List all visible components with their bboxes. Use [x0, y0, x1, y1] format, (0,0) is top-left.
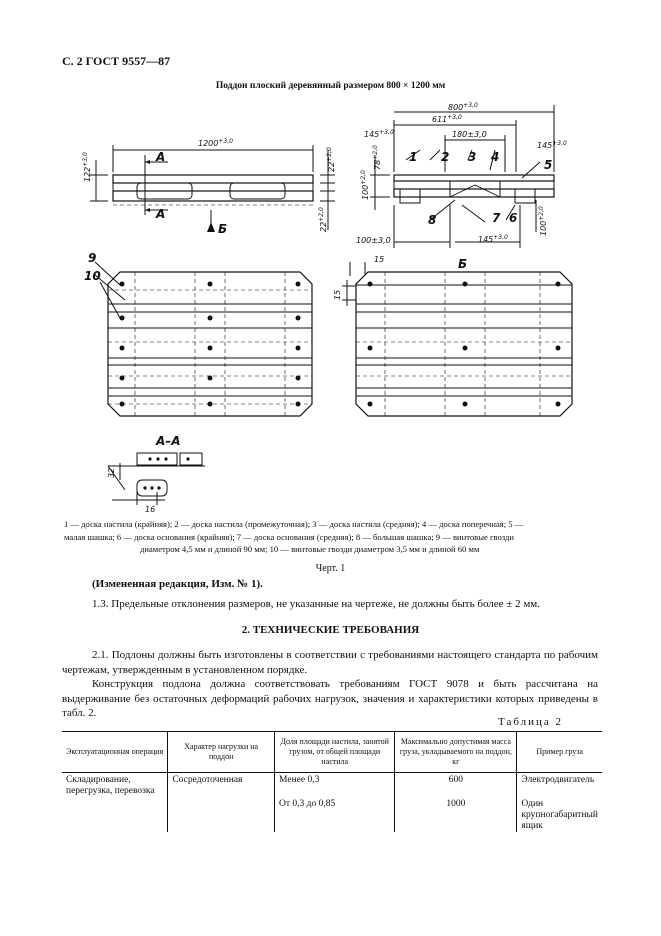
- table-cell: Электродвигатель: [517, 773, 602, 798]
- table-cell: Один крупногабаритный ящик: [517, 797, 602, 832]
- svg-text:145+3,0: $145^{+3,0}$: [537, 140, 567, 150]
- legend-line: 1 — доска настила (крайняя); 2 — доска настила (промежуточная); 3 — доска настила (средняя); 4 — доска поперечная; 5 —: [64, 519, 524, 529]
- svg-text:100±3,0: 100±3,0: [356, 236, 391, 245]
- table-cell: От 0,3 до 0,85: [275, 797, 395, 832]
- col-header: Эксплуатационная операция: [62, 732, 168, 773]
- svg-text:32: 32: [107, 467, 116, 478]
- svg-text:100+2,0: $100^{+2,0}$: [360, 170, 370, 200]
- running-head: С. 2 ГОСТ 9557—87: [62, 54, 171, 68]
- svg-text:5: 5: [544, 158, 553, 172]
- legend-line: малая шашка; 6 — доска основания (крайняя); 7 — доска основания (средняя); 8 — большая шашка; 9 — винтовые гвозди: [64, 531, 514, 542]
- side-elevation: [90, 145, 335, 232]
- table-header-row: [62, 732, 602, 773]
- svg-text:Б: Б: [218, 222, 228, 236]
- svg-text:15: 15: [374, 255, 385, 264]
- svg-text:122+3,0: $122^{+3,0}$: [82, 152, 92, 182]
- svg-text:78+2,0: $78^{+2,0}$: [372, 145, 382, 170]
- table-cell: Сосредоточенная: [168, 773, 275, 798]
- amendment-note: (Измененная редакция, Изм. № 1).: [92, 578, 263, 590]
- svg-text:16: 16: [145, 505, 156, 514]
- paragraph-2-1: 2.1. Подлоны должны быть изготовлены в соответствии с требованиями настоящего стандарта по рабочим чертежам, утвержденным в установленном порядке.: [62, 649, 598, 676]
- svg-text:9: 9: [88, 251, 97, 265]
- paragraph-1-3: 1.3. Предельные отклонения размеров, не указанные на чертеже, не должны быть более ± 2 мм.: [92, 598, 541, 610]
- table-row: [62, 797, 602, 832]
- svg-text:15: 15: [333, 289, 342, 300]
- svg-text:7: 7: [492, 211, 501, 225]
- table-cell: 600: [395, 773, 517, 798]
- col-header: Доля площади настила, занятой грузом, от общей площади настила: [275, 732, 395, 773]
- col-header: Характер нагрузки на поддон: [168, 732, 275, 773]
- svg-text:800+3,0: $800^{+3,0}$: [448, 102, 478, 112]
- svg-text:100+2,0: $100^{+2,0}$: [538, 206, 548, 236]
- svg-text:Б: Б: [458, 257, 468, 271]
- section-aa: [108, 453, 205, 505]
- requirements-table: [62, 731, 602, 832]
- svg-text:А–А: А–А: [156, 434, 181, 448]
- svg-text:180±3,0: 180±3,0: [452, 130, 487, 139]
- table-row: [62, 773, 602, 798]
- svg-text:А: А: [156, 150, 166, 164]
- nail-markers: [120, 160, 561, 490]
- svg-text:2: 2: [441, 150, 450, 164]
- table-cell: Менее 0,3: [275, 773, 395, 798]
- dim-1200: $1200^{+3,0}$: [198, 138, 233, 148]
- svg-text:145+3,0: $145^{+3,0}$: [478, 234, 508, 244]
- col-header: Максимально допустимая масса груза, укладываемого на поддон, кг: [395, 732, 517, 773]
- table-cell: [62, 797, 168, 832]
- plan-right: [342, 262, 572, 416]
- col-header: Пример груза: [517, 732, 602, 773]
- svg-text:22+2,0: $22^{+2,0}$: [318, 207, 328, 232]
- table-cell: 1000: [395, 797, 517, 832]
- section-title: 2. ТЕХНИЧЕСКИЕ ТРЕБОВАНИЯ: [241, 624, 420, 636]
- table-cell: Складирование, перегрузка, перевозка: [66, 775, 155, 796]
- plan-left: [108, 272, 312, 416]
- figure-caption: Черт. 1: [315, 563, 346, 574]
- svg-text:1: 1: [409, 150, 418, 164]
- figure-legend: [64, 518, 596, 556]
- legend-line: диаметром 4,5 мм и длиной 90 мм; 10 — винтовые гвозди диаметром 3,5 мм и длиной 60 мм: [140, 544, 480, 554]
- svg-text:А: А: [156, 207, 166, 221]
- end-elevation: [370, 105, 554, 248]
- paragraph-2-2: Конструкция подлона должна соответствовать требованиям ГОСТ 9078 и быть рассчитана на выдерживание без остаточных деформаций рабочих нагрузок, значения и характеристики которых приведены в табл. 2.: [62, 678, 598, 719]
- svg-text:611+3,0: $611^{+3,0}$: [432, 114, 462, 124]
- svg-text:8: 8: [428, 213, 437, 227]
- svg-text:22+2,0: $22^{+2,0}$: [326, 147, 336, 172]
- table-cell: [168, 797, 275, 832]
- table-caption: Таблица 2: [498, 716, 564, 728]
- svg-text:10: 10: [84, 269, 101, 283]
- svg-text:6: 6: [509, 211, 518, 225]
- svg-text:145+3,0: $145^{+3,0}$: [364, 129, 394, 139]
- svg-text:4: 4: [491, 150, 500, 164]
- svg-text:3: 3: [468, 150, 477, 164]
- figure-title: Поддон плоский деревянный размером 800 × 1200 мм: [215, 81, 446, 91]
